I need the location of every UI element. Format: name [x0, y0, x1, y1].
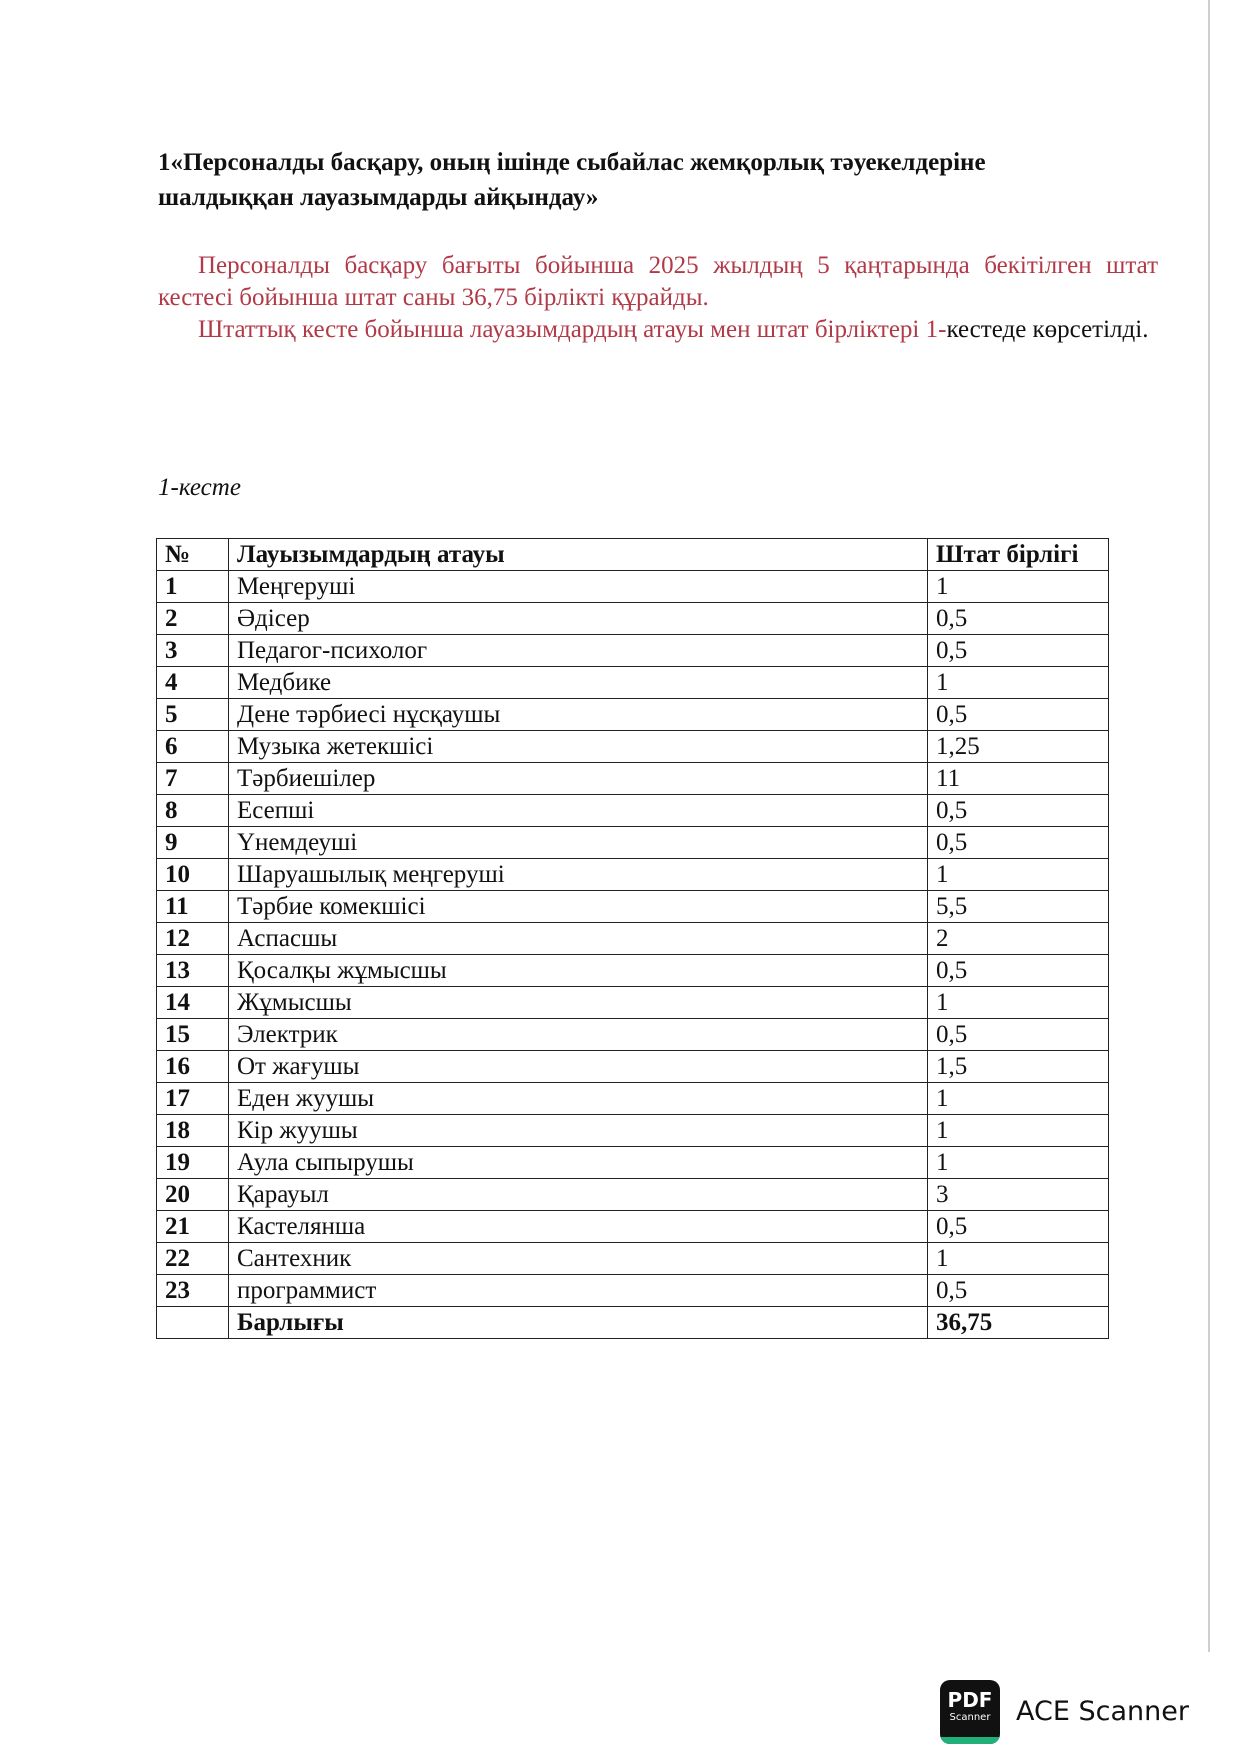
cell-num: 22: [157, 1243, 229, 1275]
cell-units: 5,5: [928, 891, 1109, 923]
cell-units: 0,5: [928, 795, 1109, 827]
logo-line-1: PDF: [947, 1688, 993, 1712]
intro-paragraph: [158, 250, 1158, 314]
cell-name: От жағушы: [229, 1051, 928, 1083]
cell-units: 0,5: [928, 1211, 1109, 1243]
cell-num: 18: [157, 1115, 229, 1147]
cell-name: Аспасшы: [229, 923, 928, 955]
scan-edge-line: [1208, 0, 1210, 1652]
table-row: [157, 827, 1109, 859]
cell-units: 1: [928, 987, 1109, 1019]
table-row: [157, 1019, 1109, 1051]
cell-units: 1,25: [928, 731, 1109, 763]
header-units: Штат бірлігі: [928, 539, 1109, 571]
table-header-row: [157, 539, 1109, 571]
table-row: [157, 1179, 1109, 1211]
cell-name: Қосалқы жұмысшы: [229, 955, 928, 987]
table-caption: 1-кесте: [158, 474, 241, 501]
cell-name: Сантехник: [229, 1243, 928, 1275]
cell-name: Есепші: [229, 795, 928, 827]
cell-name: Еден жуушы: [229, 1083, 928, 1115]
cell-name: Тәрбие комекшісі: [229, 891, 928, 923]
cell-units: 0,5: [928, 1019, 1109, 1051]
cell-units: 0,5: [928, 699, 1109, 731]
cell-name: Медбике: [229, 667, 928, 699]
table-row: [157, 571, 1109, 603]
cell-name: Кір жуушы: [229, 1115, 928, 1147]
header-num: №: [157, 539, 229, 571]
cell-units: 0,5: [928, 1275, 1109, 1307]
table-reference-red-text: Штаттық кесте бойынша лауазымдардың атауы мен штат бірліктері 1-: [198, 316, 947, 343]
cell-num: 12: [157, 923, 229, 955]
cell-num: 14: [157, 987, 229, 1019]
table-row: [157, 763, 1109, 795]
cell-name: Жұмысшы: [229, 987, 928, 1019]
cell-name: Әдісер: [229, 603, 928, 635]
cell-units: 1: [928, 1115, 1109, 1147]
table-row: [157, 635, 1109, 667]
cell-name: Педагог-психолог: [229, 635, 928, 667]
total-empty-cell: [157, 1307, 229, 1339]
table-reference-paragraph: [158, 314, 1158, 346]
cell-num: 23: [157, 1275, 229, 1307]
cell-units: 0,5: [928, 603, 1109, 635]
cell-units: 1: [928, 571, 1109, 603]
total-label: Барлығы: [229, 1307, 928, 1339]
scanner-app-name: ACE Scanner: [1016, 1696, 1189, 1727]
table-row: [157, 699, 1109, 731]
table-row: [157, 1211, 1109, 1243]
table-row: [157, 859, 1109, 891]
intro-paragraph-text: Персоналды басқару бағыты бойынша 2025 жылдың 5 қаңтарында бекітілген штат кестесі бойынша штат саны 36,75 бірлікті құрайды.: [158, 252, 1158, 311]
table-row: [157, 891, 1109, 923]
table-row: [157, 1147, 1109, 1179]
section-heading: 1«Персоналды басқару, оның ішінде сыбайлас жемқорлық тәуекелдеріне шалдыққан лауазымдарды айқындау»: [158, 149, 986, 211]
cell-units: 1: [928, 859, 1109, 891]
cell-num: 11: [157, 891, 229, 923]
total-value: 36,75: [928, 1307, 1109, 1339]
cell-num: 2: [157, 603, 229, 635]
table-row: [157, 731, 1109, 763]
table-row: [157, 667, 1109, 699]
cell-num: 8: [157, 795, 229, 827]
cell-num: 6: [157, 731, 229, 763]
logo-line-2: Scanner: [949, 1712, 991, 1723]
table-reference-black-text: кестеде көрсетілді.: [946, 316, 1149, 343]
cell-num: 20: [157, 1179, 229, 1211]
cell-units: 0,5: [928, 635, 1109, 667]
cell-units: 1: [928, 1083, 1109, 1115]
cell-name: Үнемдеуші: [229, 827, 928, 859]
table-row: [157, 923, 1109, 955]
table-row: [157, 1083, 1109, 1115]
cell-num: 7: [157, 763, 229, 795]
cell-name: программист: [229, 1275, 928, 1307]
cell-name: Электрик: [229, 1019, 928, 1051]
cell-name: Меңгеруші: [229, 571, 928, 603]
cell-units: 1: [928, 667, 1109, 699]
cell-num: 4: [157, 667, 229, 699]
cell-name: Музыка жетекшісі: [229, 731, 928, 763]
table-row: [157, 795, 1109, 827]
cell-num: 19: [157, 1147, 229, 1179]
table-row: [157, 1051, 1109, 1083]
cell-units: 1: [928, 1147, 1109, 1179]
cell-name: Қарауыл: [229, 1179, 928, 1211]
cell-units: 2: [928, 923, 1109, 955]
scanner-branding: [940, 1680, 1230, 1744]
cell-num: 16: [157, 1051, 229, 1083]
cell-name: Кастелянша: [229, 1211, 928, 1243]
cell-units: 1: [928, 1243, 1109, 1275]
cell-num: 3: [157, 635, 229, 667]
table-total-row: [157, 1307, 1109, 1339]
cell-num: 1: [157, 571, 229, 603]
table-row: [157, 603, 1109, 635]
logo-accent-strip: [940, 1737, 1000, 1744]
table-row: [157, 955, 1109, 987]
cell-num: 21: [157, 1211, 229, 1243]
table-row: [157, 1275, 1109, 1307]
cell-units: 11: [928, 763, 1109, 795]
cell-units: 0,5: [928, 955, 1109, 987]
cell-num: 13: [157, 955, 229, 987]
cell-num: 5: [157, 699, 229, 731]
table-row: [157, 987, 1109, 1019]
cell-units: 0,5: [928, 827, 1109, 859]
staff-table: [156, 538, 1109, 1339]
cell-units: 1,5: [928, 1051, 1109, 1083]
cell-name: Шаруашылық меңгеруші: [229, 859, 928, 891]
cell-name: Дене тәрбиесі нұсқаушы: [229, 699, 928, 731]
cell-units: 3: [928, 1179, 1109, 1211]
cell-name: Тәрбиешілер: [229, 763, 928, 795]
cell-num: 17: [157, 1083, 229, 1115]
cell-num: 9: [157, 827, 229, 859]
header-name: Лауызымдардың атауы: [229, 539, 928, 571]
cell-num: 15: [157, 1019, 229, 1051]
table-row: [157, 1243, 1109, 1275]
cell-name: Аула сыпырушы: [229, 1147, 928, 1179]
cell-num: 10: [157, 859, 229, 891]
pdf-scanner-logo-icon: [940, 1680, 1000, 1744]
table-row: [157, 1115, 1109, 1147]
